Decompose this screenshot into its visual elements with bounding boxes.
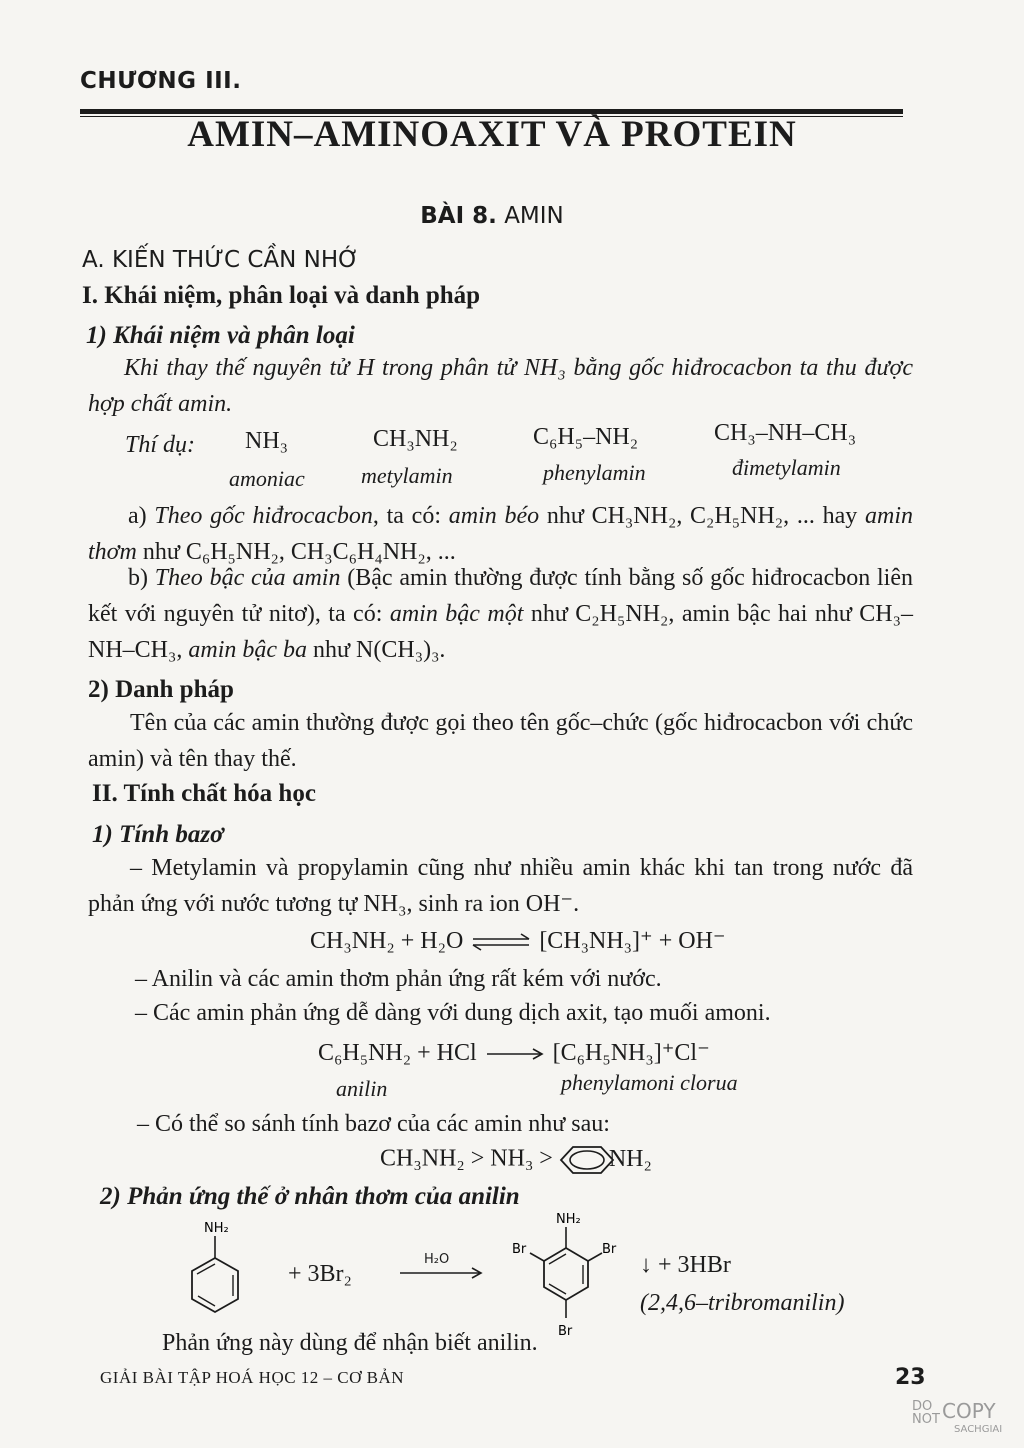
equation-2-left-name: anilin (336, 1076, 388, 1101)
basicity-bullet-1: – Metylamin và propylamin cũng như nhiều amin khác khi tan trong nước đã phản ứng với nước tương tự NH₃, sinh ra ion OH⁻. (88, 855, 913, 917)
subsection-basicity-heading: 1) Tính bazơ (92, 821, 224, 848)
product-br-left: Br (512, 1242, 527, 1257)
tribromoaniline-structure-icon (508, 1208, 628, 1346)
example-formula-1: NH₃ (245, 428, 289, 454)
example-name-2: metylamin (361, 463, 453, 488)
chapter-label: CHƯƠNG III. (80, 68, 242, 94)
section-a-heading: A. KIẾN THỨC CẦN NHỚ (82, 247, 360, 273)
section-i-heading: I. Khái niệm, phân loại và danh pháp (82, 282, 481, 309)
example-name-4: đimetylamin (732, 455, 841, 480)
basicity-bullet-2: – Anilin và các amin thơm phản ứng rất kém với nước. (135, 966, 662, 992)
subsection-naming-heading: 2) Danh pháp (88, 676, 234, 703)
subsection-substitution-heading: 2) Phản ứng thế ở nhân thơm của anilin (100, 1183, 520, 1210)
page-number: 23 (895, 1365, 926, 1390)
reaction-arrow-icon (483, 1046, 547, 1062)
example-formula-3: C₆H₅–NH₂ (533, 424, 639, 450)
classification-b-text: b) Theo bậc của amin (Bậc amin thường được tính bằng số gốc hiđrocacbon liên kết với nguyên tử nitơ), ta có: amin bậc một như C₂H₅NH₂, amin bậc hai như CH₃–NH–CH₃, amin bậc ba như N(CH₃)₃. (88, 565, 913, 663)
equilibrium-arrow-icon (469, 932, 533, 952)
product-name: (2,4,6–tribromanilin) (640, 1290, 845, 1316)
product-nh2-label: NH₂ (556, 1212, 581, 1227)
watermark-do: DO (912, 1399, 933, 1414)
equation-2 (318, 1038, 710, 1067)
watermark-site: SACHGIAI (954, 1424, 1003, 1435)
example-name-1: amoniac (229, 466, 305, 491)
watermark-not: NOT (912, 1412, 940, 1427)
lesson-heading (0, 203, 984, 229)
subsection-concept-heading: 1) Khái niệm và phân loại (86, 322, 355, 349)
example-label: Thí dụ: (125, 432, 196, 458)
comparison-text: CH₃NH₂ > NH₃ > (380, 1145, 553, 1172)
reaction-arrow-icon (398, 1266, 484, 1280)
equation-2-left: C₆H₅NH₂ + HCl (318, 1040, 477, 1066)
definition-text: Khi thay thế nguyên tử H trong phân tử NH₃ bằng gốc hiđrocacbon ta thu được hợp chất amin. (88, 355, 913, 417)
product-br-bottom: Br (558, 1324, 573, 1339)
example-name-3: phenylamin (543, 460, 646, 485)
basicity-comparison (380, 1145, 652, 1175)
lesson-title: AMIN (504, 203, 564, 229)
equation-1-right: [CH₃NH₃]⁺ + OH⁻ (539, 928, 726, 954)
benzene-ring-icon (559, 1145, 615, 1175)
arrow-label: H₂O (424, 1252, 450, 1267)
reaction-arrow-h2o (398, 1252, 484, 1282)
equation-2-right: [C₆H₅NH₃]⁺Cl⁻ (552, 1040, 710, 1066)
aniline-structure-icon (180, 1216, 250, 1336)
chapter-title: AMIN–AMINOAXIT VÀ PROTEIN (187, 114, 797, 155)
reagent-bromine: + 3Br₂ (288, 1261, 352, 1287)
example-formula-2: CH₃NH₂ (373, 426, 458, 452)
comparison-amine-group: NH₂ (608, 1145, 652, 1172)
watermark-logo (912, 1400, 1014, 1440)
equation-2-right-name: phenylamoni clorua (561, 1070, 738, 1095)
product-precipitate-hbr: ↓ + 3HBr (640, 1252, 731, 1278)
closing-text: Phản ứng này dùng để nhận biết anilin. (162, 1330, 538, 1356)
naming-text: Tên của các amin thường được gọi theo tên gốc–chức (gốc hiđrocacbon với chức amin) và tên thay thế. (88, 710, 913, 772)
lesson-number: BÀI 8. (420, 203, 497, 229)
basicity-bullet-3: – Các amin phản ứng dễ dàng với dung dịch axit, tạo muối amoni. (135, 1000, 771, 1026)
example-formula-4: CH₃–NH–CH₃ (714, 420, 857, 446)
product-br-right: Br (602, 1242, 617, 1257)
watermark-copy: COPY (942, 1399, 996, 1423)
section-ii-heading: II. Tính chất hóa học (92, 780, 316, 807)
classification-a-text: a) Theo gốc hiđrocacbon, ta có: amin béo như CH₃NH₂, C₂H₅NH₂, ... hay amin thơm như C₆H₅NH₂, CH₃C₆H₄NH₂, ... (88, 503, 913, 565)
equation-1-left: CH₃NH₂ + H₂O (310, 928, 464, 954)
aniline-nh2-label: NH₂ (204, 1221, 229, 1236)
basicity-bullet-4: – Có thể so sánh tính bazơ của các amin như sau: (137, 1111, 610, 1137)
footer-book-title: GIẢI BÀI TẬP HOÁ HỌC 12 – CƠ BẢN (100, 1368, 405, 1387)
equation-1 (310, 926, 726, 955)
